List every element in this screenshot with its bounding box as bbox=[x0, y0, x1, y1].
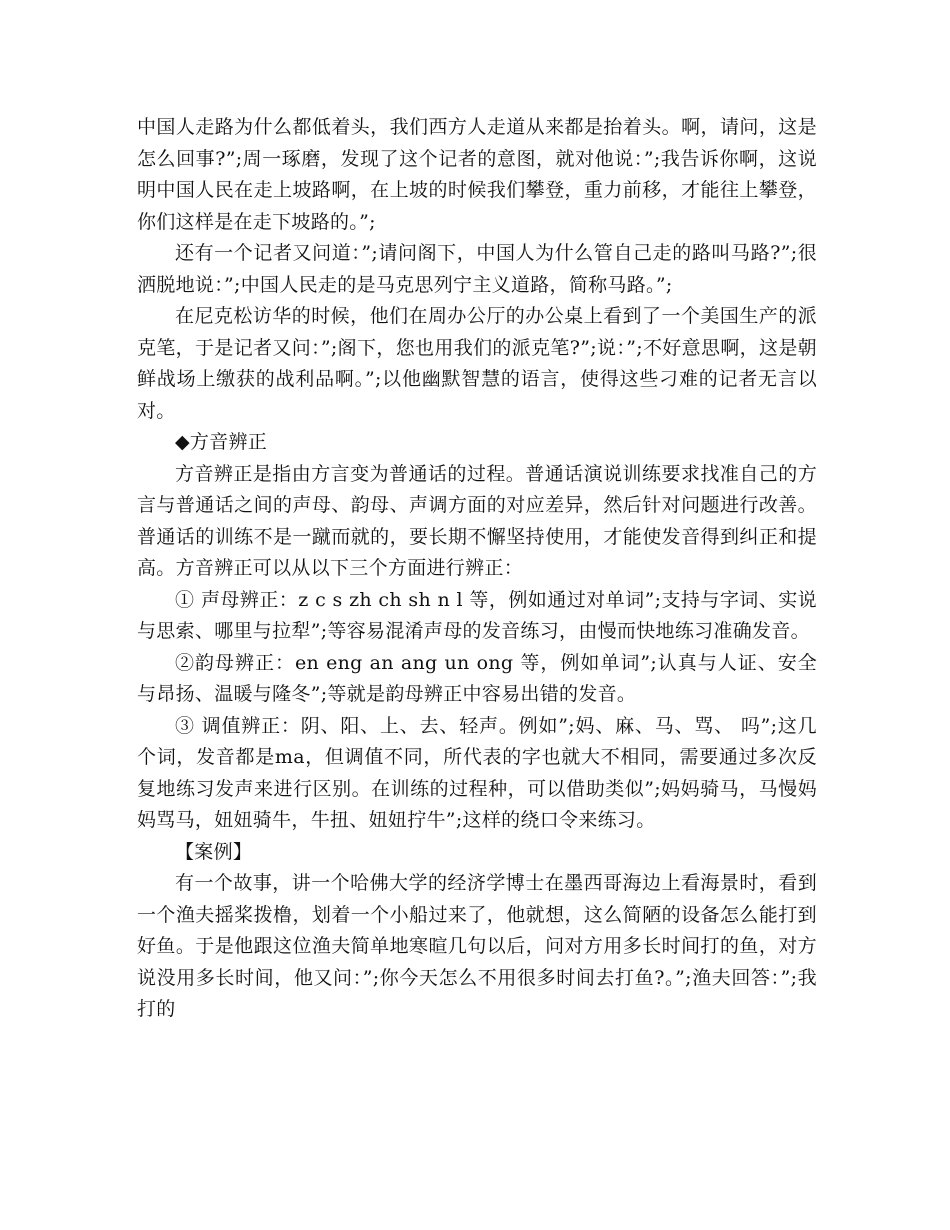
paragraph-2: 还有一个记者又问道：”;请问阁下，中国人为什么管自己走的路叫马路?”;很洒脱地说：”;中国人民走的是马克思列宁主义道路，简称马路。”; bbox=[137, 242, 817, 296]
section-heading-dialect: ◆方音辨正 bbox=[175, 431, 268, 453]
document-body bbox=[137, 112, 817, 1026]
paragraph-5: ① 声母辨正：z c s zh ch sh n l 等，例如通过对单词”;支持与字词、实说与思索、哪里与拉犁”;等容易混淆声母的发音练习，由慢而快地练习准确发音。 bbox=[137, 588, 817, 642]
paragraph-8: 有一个故事，讲一个哈佛大学的经济学博士在墨西哥海边上看海景时，看到一个渔夫摇桨拨橹，划着一个小船过来了，他就想，这么简陋的设备怎么能打到好鱼。于是他跟这位渔夫简单地寒暄几句以后，问对方用多长时间打的鱼，对方说没用多长时间，他又问：”;你今天怎么不用很多时间去打鱼?。”;渔夫回答：”;我打的 bbox=[137, 872, 817, 1020]
paragraph-7: ③ 调值辨正：阴、阳、上、去、轻声。例如”;妈、麻、马、骂、 吗”;这几个词，发音都是ma，但调值不同，所代表的字也就大不相同，需要通过多次反复地练习发声来进行区别。在训练的过程种，可以借助类似”;妈妈骑马，马慢妈妈骂马，妞妞骑牛，牛扭、妞妞拧牛”;这样的绕口令来练习。 bbox=[137, 714, 817, 831]
paragraph-3: 在尼克松访华的时候，他们在周办公厅的办公桌上看到了一个美国生产的派克笔，于是记者又问：”;阁下，您也用我们的派克笔?”;说：”;不好意思啊，这是朝鲜战场上缴获的战利品啊。”;以他幽默智慧的语言，使得这些刁难的记者无言以对。 bbox=[137, 305, 817, 422]
paragraph-4: 方音辨正是指由方言变为普通话的过程。普通话演说训练要求找准自己的方言与普通话之间的声母、韵母、声调方面的对应差异，然后针对问题进行改善。普通话的训练不是一蹴而就的，要长期不懈坚持使用，才能使发音得到纠正和提高。方音辨正可以从以下三个方面进行辨正： bbox=[137, 462, 817, 579]
paragraph-1: 中国人走路为什么都低着头，我们西方人走道从来都是抬着头。啊，请问，这是怎么回事?”;周一琢磨，发现了这个记者的意图，就对他说：”;我告诉你啊，这说明中国人民在走上坡路啊，在上坡的时候我们攀登，重力前移，才能往上攀登，你们这样是在走下坡路的。”; bbox=[137, 116, 817, 233]
section-heading-case: 【案例】 bbox=[175, 840, 253, 863]
paragraph-6: ②韵母辨正：en eng an ang un ong 等，例如单词”;认真与人证、安全与昂扬、温暖与隆冬”;等就是韵母辨正中容易出错的发音。 bbox=[137, 651, 817, 705]
